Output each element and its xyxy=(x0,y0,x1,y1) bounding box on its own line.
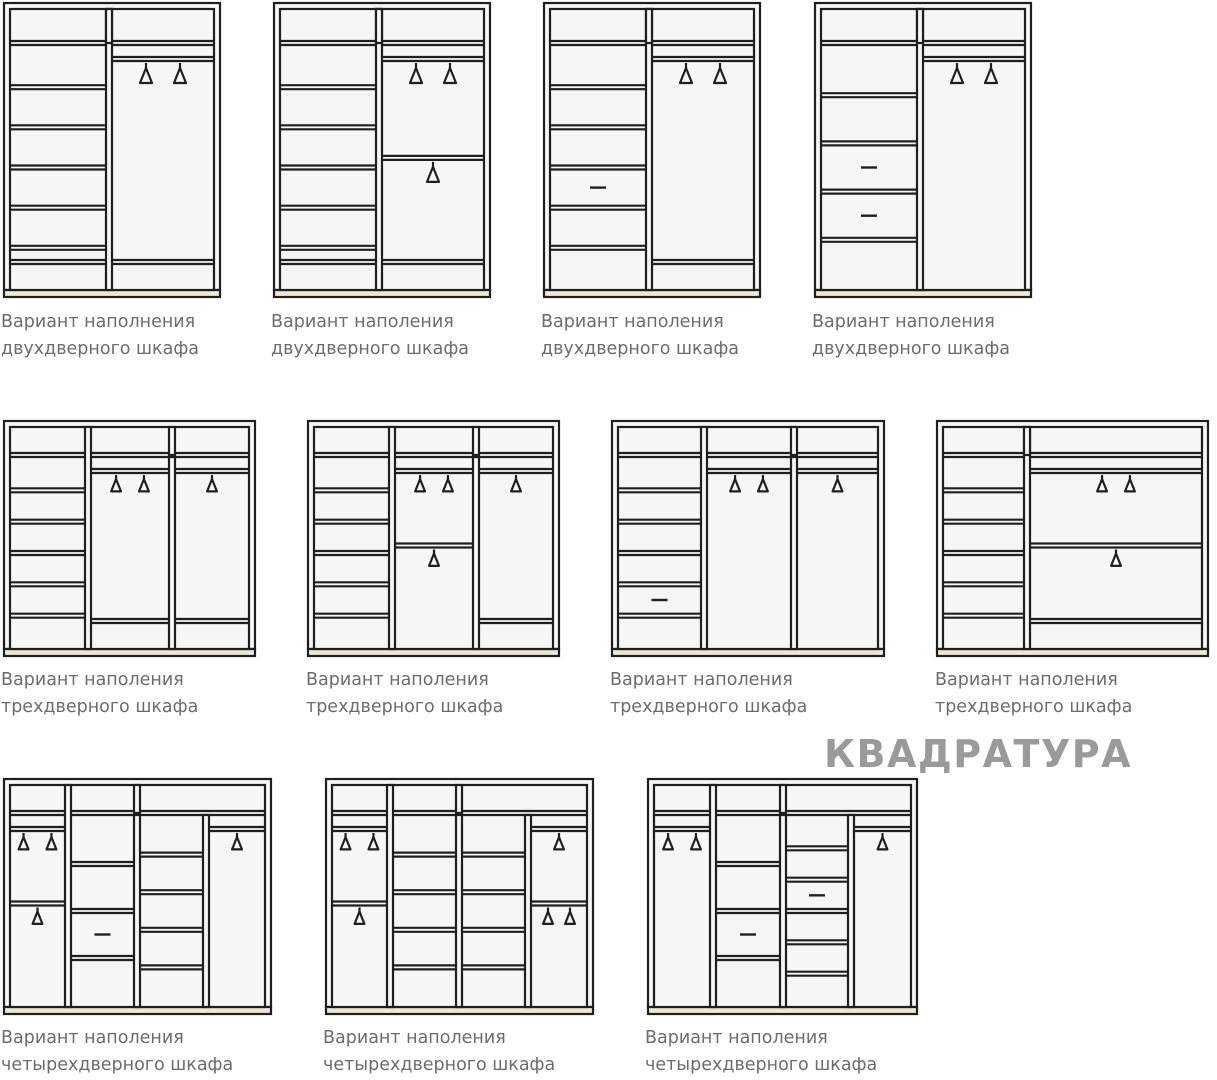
wardrobe-schematic xyxy=(325,778,594,1015)
wardrobe-3door-variant-3 xyxy=(611,420,885,657)
caption-2door-variant-3: Вариант наполения двухдверного шкафа xyxy=(541,312,740,359)
wardrobe-2door-variant-1 xyxy=(3,2,221,298)
wardrobe-3door-variant-2 xyxy=(307,420,560,657)
wardrobe-inner xyxy=(10,427,249,649)
mezzanine-partition xyxy=(780,785,786,813)
wardrobe-4door-variant-1 xyxy=(3,778,272,1015)
partition xyxy=(203,815,209,1007)
partition xyxy=(65,785,71,1007)
caption-3door-variant-1: Вариант наполения трехдверного шкафа xyxy=(1,670,199,717)
mezzanine-partition xyxy=(134,785,140,813)
partition xyxy=(917,9,923,290)
wardrobe-schematic xyxy=(3,778,272,1015)
wardrobe-4door-variant-2 xyxy=(325,778,594,1015)
partition xyxy=(780,815,786,1007)
partition xyxy=(389,427,395,649)
partition xyxy=(1024,427,1030,649)
partition xyxy=(456,815,462,1007)
caption-4door-variant-3: Вариант наполения четырехдверного шкафа xyxy=(645,1028,878,1075)
wardrobe-2door-variant-3 xyxy=(543,2,761,298)
wardrobe-schematic xyxy=(647,778,918,1015)
wardrobe-inner xyxy=(943,427,1202,649)
partition xyxy=(710,785,716,1007)
wardrobe-3door-variant-1 xyxy=(3,420,256,657)
partition xyxy=(376,9,382,290)
partition xyxy=(525,815,531,1007)
partition xyxy=(106,9,112,290)
wardrobe-schematic xyxy=(543,2,761,298)
wardrobe-2door-variant-2 xyxy=(273,2,491,298)
caption-2door-variant-1: Вариант наполнения двухдверного шкафа xyxy=(1,312,200,359)
mezzanine-partition xyxy=(456,785,462,813)
caption-3door-variant-4: Вариант наполения трехдверного шкафа xyxy=(935,670,1133,717)
wardrobe-schematic xyxy=(307,420,560,657)
wardrobe-inner xyxy=(618,427,878,649)
mezzanine-partition xyxy=(169,427,175,455)
watermark-logo: КВАДРАТУРА xyxy=(824,732,1133,776)
wardrobe-3door-variant-4 xyxy=(936,420,1209,657)
wardrobe-inner xyxy=(314,427,553,649)
caption-3door-variant-3: Вариант наполения трехдверного шкафа xyxy=(610,670,808,717)
caption-4door-variant-2: Вариант наполения четырехдверного шкафа xyxy=(323,1028,556,1075)
partition xyxy=(646,9,652,290)
wardrobe-4door-variant-3 xyxy=(647,778,918,1015)
wardrobe-2door-variant-4 xyxy=(814,2,1032,298)
partition xyxy=(169,457,175,649)
partition xyxy=(848,815,854,1007)
partition xyxy=(85,427,91,649)
wardrobe-schematic xyxy=(273,2,491,298)
mezzanine-partition xyxy=(1024,427,1030,455)
mezzanine-partition xyxy=(917,9,923,43)
partition xyxy=(134,815,140,1007)
mezzanine-partition xyxy=(473,427,479,455)
partition xyxy=(791,457,797,649)
partition xyxy=(473,457,479,649)
wardrobe-schematic xyxy=(611,420,885,657)
caption-2door-variant-4: Вариант наполения двухдверного шкафа xyxy=(812,312,1011,359)
caption-3door-variant-2: Вариант наполения трехдверного шкафа xyxy=(306,670,504,717)
partition xyxy=(387,785,393,1007)
caption-4door-variant-1: Вариант наполения четырехдверного шкафа xyxy=(1,1028,234,1075)
wardrobe-schematic xyxy=(3,2,221,298)
partition xyxy=(701,427,707,649)
caption-2door-variant-2: Вариант наполения двухдверного шкафа xyxy=(271,312,470,359)
mezzanine-partition xyxy=(376,9,382,43)
wardrobe-schematic xyxy=(3,420,256,657)
wardrobe-schematic xyxy=(814,2,1032,298)
mezzanine-partition xyxy=(646,9,652,43)
mezzanine-partition xyxy=(106,9,112,43)
mezzanine-partition xyxy=(791,427,797,455)
wardrobe-schematic xyxy=(936,420,1209,657)
